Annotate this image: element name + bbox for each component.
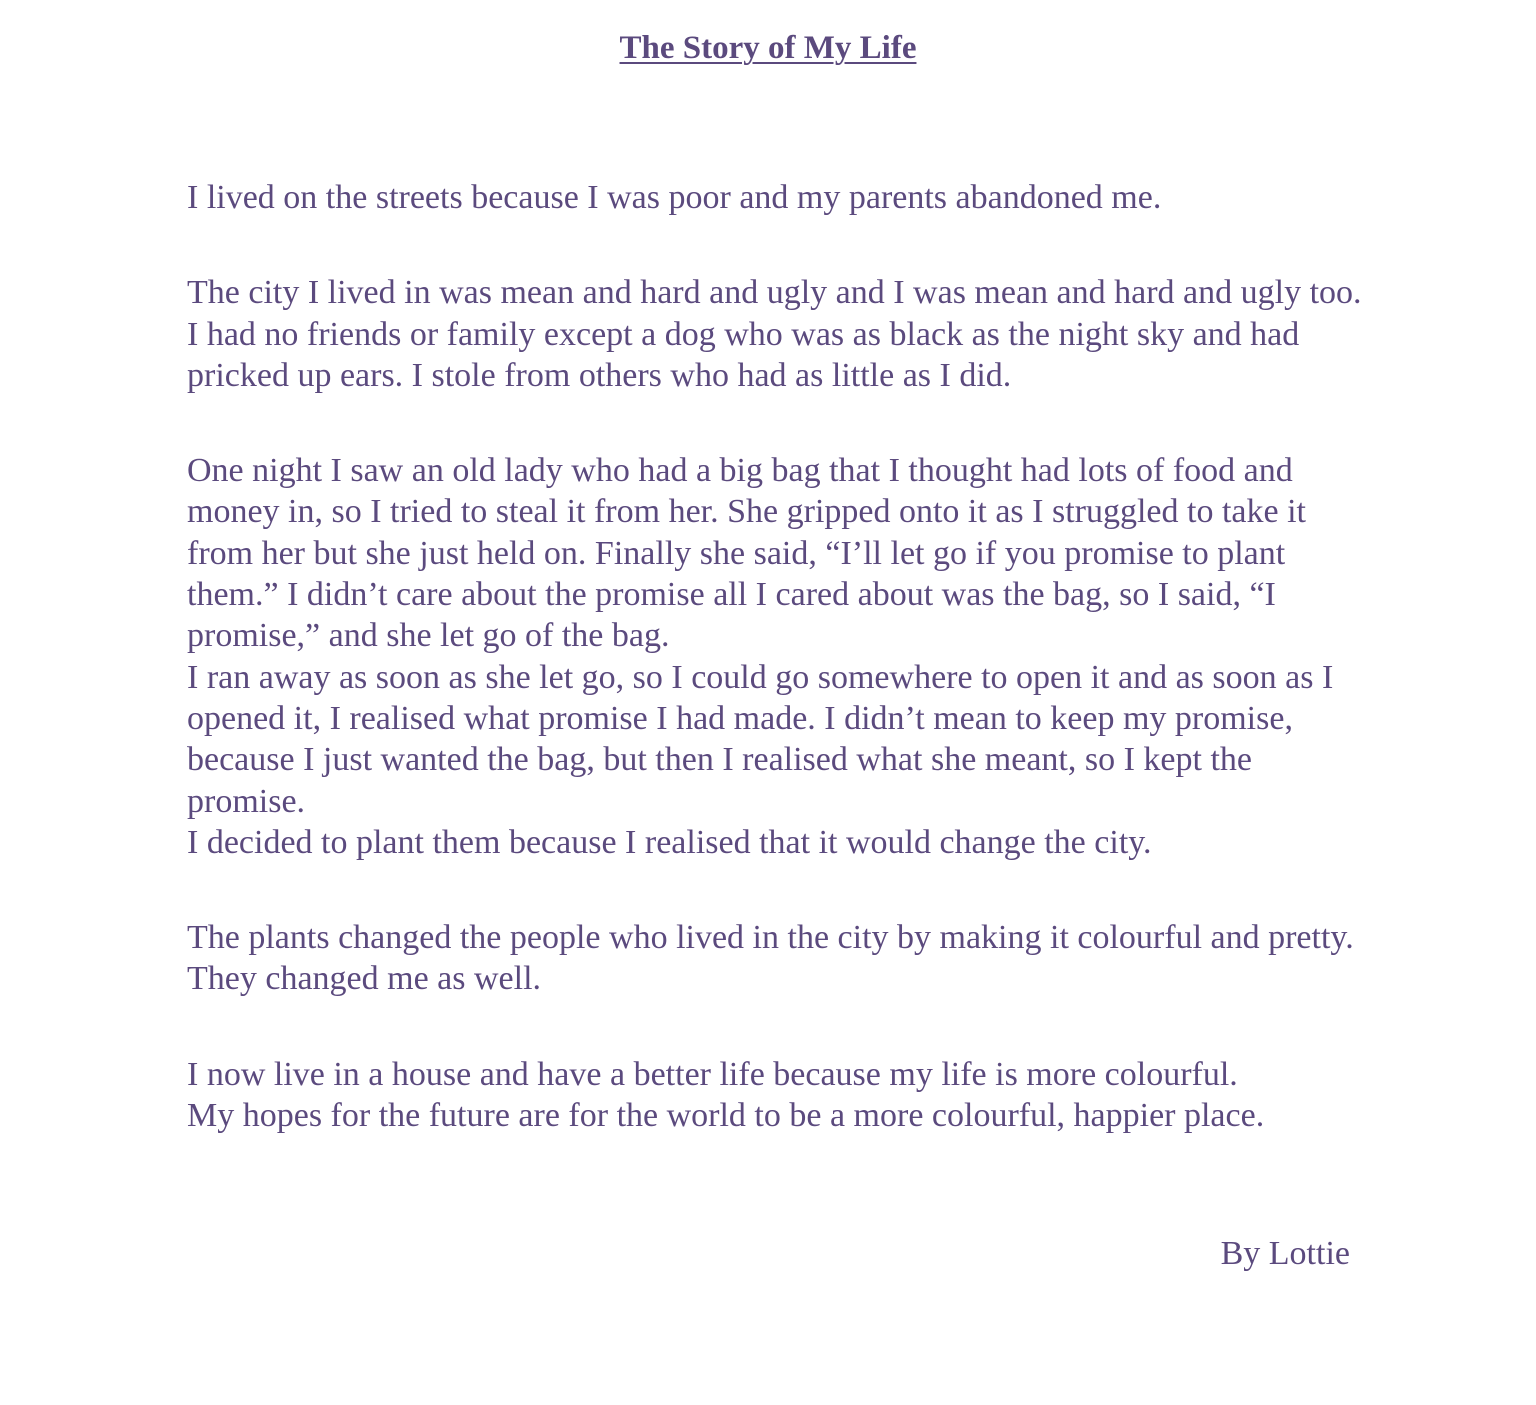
story-line: I decided to plant them because I realised that it would change the city. bbox=[187, 823, 1152, 861]
author-signature: By Lottie bbox=[1220, 1235, 1350, 1272]
paragraph-2 bbox=[187, 272, 1362, 396]
story-line: My hopes for the future are for the world to be a more colourful, happier place. bbox=[187, 1097, 1265, 1135]
story-line: I now live in a house and have a better life because my life is more colourful. bbox=[187, 1055, 1238, 1093]
story-body bbox=[187, 177, 1362, 1190]
story-line: The city I lived in was mean and hard and ugly and I was mean and hard and ugly too. bbox=[187, 274, 1362, 312]
story-line: I had no friends or family except a dog who was as black as the night sky and had pricked up ears. I stole from others who had as little as I did. bbox=[187, 315, 1300, 394]
story-line: One night I saw an old lady who had a big bag that I thought had lots of food and money in, so I tried to steal it from her. She gripped onto it as I struggled to take it from her but she just held on. Finally she said, “I’ll let go if you promise to plant them.” I didn’t care about the promise all I cared about was the bag, so I said, “I promise,” and she let go of the bag. bbox=[187, 452, 1306, 655]
paragraph-3 bbox=[187, 450, 1362, 863]
paragraph-4 bbox=[187, 917, 1362, 1000]
story-line: I ran away as soon as she let go, so I could go somewhere to open it and as soon as I opened it, I realised what promise I had made. I didn’t mean to keep my promise, because I just wanted the bag, but then I realised what she meant, so I kept the promise. bbox=[187, 658, 1334, 820]
story-line: I lived on the streets because I was poor and my parents abandoned me. bbox=[187, 179, 1162, 216]
story-line: The plants changed the people who lived in the city by making it colourful and pretty. They changed me as well. bbox=[187, 919, 1354, 998]
paragraph-1 bbox=[187, 177, 1362, 218]
page-title: The Story of My Life bbox=[619, 30, 917, 66]
paragraph-5 bbox=[187, 1054, 1362, 1137]
